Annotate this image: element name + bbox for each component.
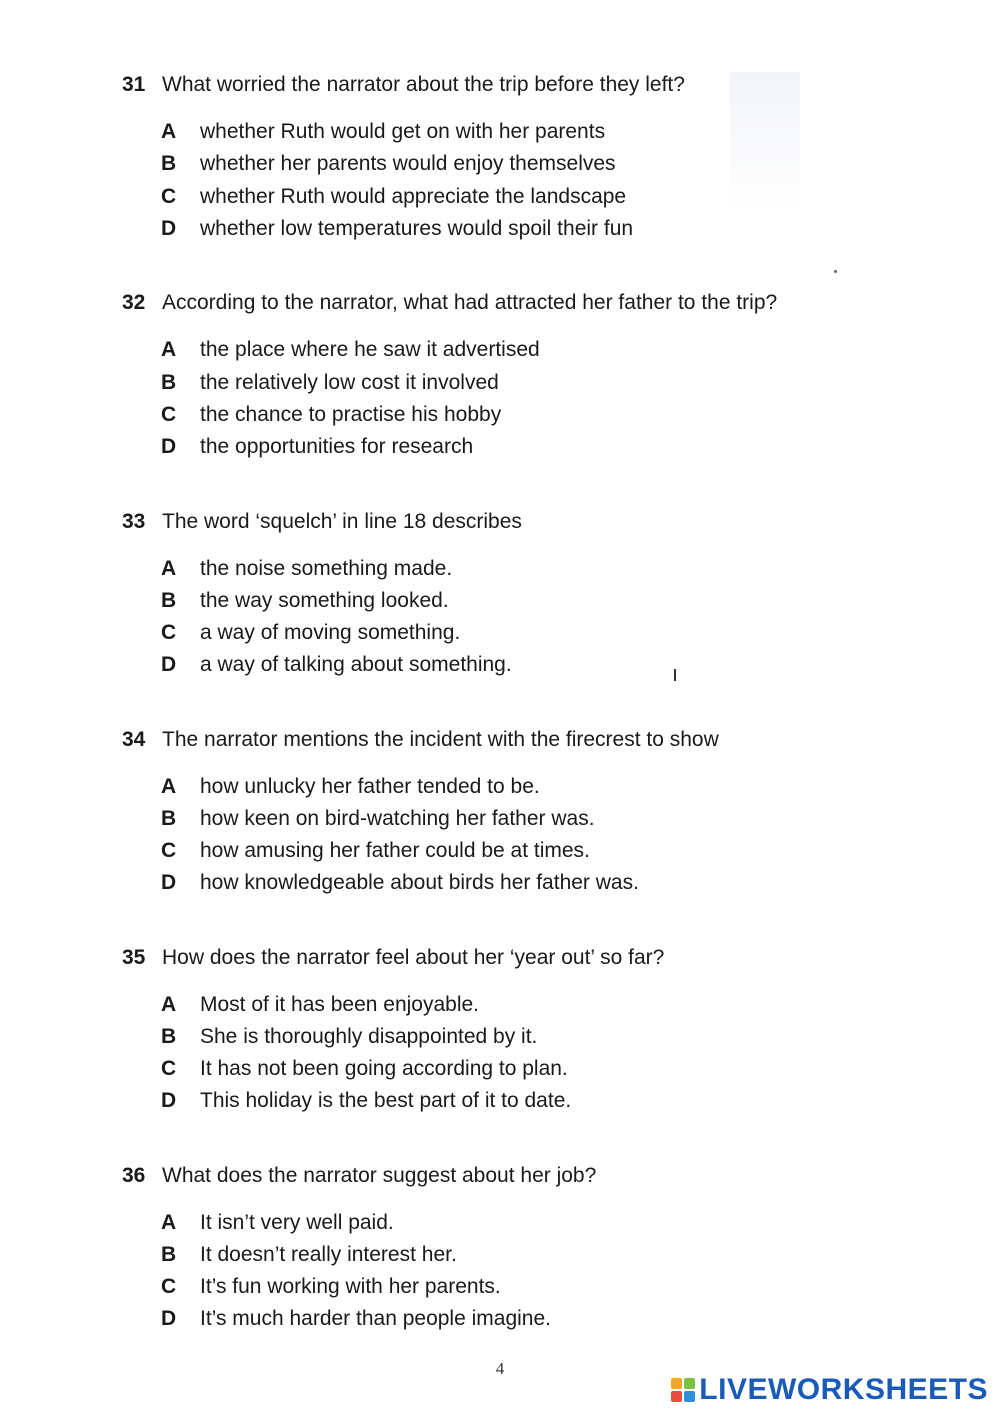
option-text: It has not been going according to plan. (200, 1057, 568, 1080)
option-letter: A (161, 775, 177, 798)
option-text: how amusing her father could be at times. (200, 839, 590, 862)
question-text: What does the narrator suggest about her job? (162, 1164, 597, 1187)
question-text: According to the narrator, what had attracted her father to the trip? (162, 291, 778, 314)
option-letter: A (161, 993, 177, 1016)
brand-wordmark: LIVEWORKSHEETS (699, 1373, 988, 1406)
option-letter: D (161, 435, 177, 458)
option-letter: D (161, 871, 177, 894)
option-b[interactable] (161, 1243, 457, 1267)
option-b[interactable] (161, 807, 595, 831)
option-text: the way something looked. (200, 589, 449, 612)
option-d[interactable] (161, 435, 473, 459)
question-text: The narrator mentions the incident with the firecrest to show (162, 728, 719, 751)
question-number: 36 (122, 1164, 146, 1187)
question-number: 32 (122, 291, 146, 314)
option-letter: A (161, 338, 177, 361)
option-a[interactable] (161, 120, 605, 144)
option-b[interactable] (161, 371, 499, 395)
option-letter: B (161, 807, 177, 830)
question-text: The word ‘squelch’ in line 18 describes (162, 510, 522, 533)
question-stem (122, 291, 777, 315)
option-letter: C (161, 1275, 177, 1298)
option-text: It isn’t very well paid. (200, 1211, 394, 1234)
option-letter: B (161, 152, 177, 175)
option-letter: C (161, 621, 177, 644)
option-letter: D (161, 1307, 177, 1330)
option-a[interactable] (161, 775, 540, 799)
option-letter: C (161, 185, 177, 208)
option-letter: B (161, 371, 177, 394)
option-b[interactable] (161, 589, 449, 613)
question-stem (122, 510, 522, 534)
option-letter: B (161, 589, 177, 612)
option-c[interactable] (161, 839, 590, 863)
option-text: a way of talking about something. (200, 653, 512, 676)
question-number: 35 (122, 946, 146, 969)
option-d[interactable] (161, 653, 512, 677)
option-letter: A (161, 1211, 177, 1234)
option-letter: D (161, 653, 177, 676)
option-text: the opportunities for research (200, 435, 474, 458)
question-stem (122, 728, 719, 752)
option-text: whether her parents would enjoy themselves (200, 152, 616, 175)
option-text: how keen on bird-watching her father was. (200, 807, 595, 830)
question-text: What worried the narrator about the trip before they left? (162, 73, 685, 96)
option-text: the relatively low cost it involved (200, 371, 499, 394)
option-b[interactable] (161, 1025, 537, 1049)
option-c[interactable] (161, 621, 460, 645)
option-letter: D (161, 217, 177, 240)
option-d[interactable] (161, 217, 633, 241)
option-letter: C (161, 1057, 177, 1080)
option-text: whether Ruth would appreciate the landscape (200, 185, 627, 208)
option-text: whether Ruth would get on with her parents (200, 120, 606, 143)
option-text: the noise something made. (200, 557, 453, 580)
question-text: How does the narrator feel about her ‘year out’ so far? (162, 946, 665, 969)
option-text: It’s fun working with her parents. (200, 1275, 501, 1298)
option-text: whether low temperatures would spoil their fun (200, 217, 634, 240)
option-text: It’s much harder than people imagine. (200, 1307, 551, 1330)
option-a[interactable] (161, 1211, 394, 1235)
question-number: 33 (122, 510, 146, 533)
option-text: Most of it has been enjoyable. (200, 993, 480, 1016)
option-d[interactable] (161, 871, 639, 895)
option-d[interactable] (161, 1307, 551, 1331)
option-c[interactable] (161, 403, 501, 427)
option-a[interactable] (161, 557, 452, 581)
option-text: the place where he saw it advertised (200, 338, 540, 361)
option-c[interactable] (161, 185, 626, 209)
question-stem (122, 73, 685, 97)
option-text: It doesn’t really interest her. (200, 1243, 457, 1266)
option-text: This holiday is the best part of it to date. (200, 1089, 572, 1112)
option-letter: D (161, 1089, 177, 1112)
option-text: She is thoroughly disappointed by it. (200, 1025, 538, 1048)
option-c[interactable] (161, 1057, 568, 1081)
question-number: 31 (122, 73, 146, 96)
option-letter: A (161, 557, 177, 580)
option-letter: B (161, 1243, 177, 1266)
scan-speck (834, 270, 837, 273)
option-letter: A (161, 120, 177, 143)
page-number: 4 (495, 1359, 505, 1378)
liveworksheets-logo-icon (671, 1378, 695, 1402)
scan-bleed-through (730, 72, 800, 212)
option-letter: C (161, 403, 177, 426)
option-a[interactable] (161, 338, 540, 362)
option-letter: C (161, 839, 177, 862)
option-text: how unlucky her father tended to be. (200, 775, 540, 798)
option-text: the chance to practise his hobby (200, 403, 502, 426)
question-stem (122, 1164, 596, 1188)
option-text: how knowledgeable about birds her father was. (200, 871, 639, 894)
liveworksheets-brand[interactable] (671, 1372, 988, 1408)
question-stem (122, 946, 664, 970)
option-d[interactable] (161, 1089, 571, 1113)
question-number: 34 (122, 728, 146, 751)
option-a[interactable] (161, 993, 479, 1017)
option-letter: B (161, 1025, 177, 1048)
stray-pen-mark (674, 669, 676, 681)
option-c[interactable] (161, 1275, 501, 1299)
option-text: a way of moving something. (200, 621, 461, 644)
option-b[interactable] (161, 152, 616, 176)
